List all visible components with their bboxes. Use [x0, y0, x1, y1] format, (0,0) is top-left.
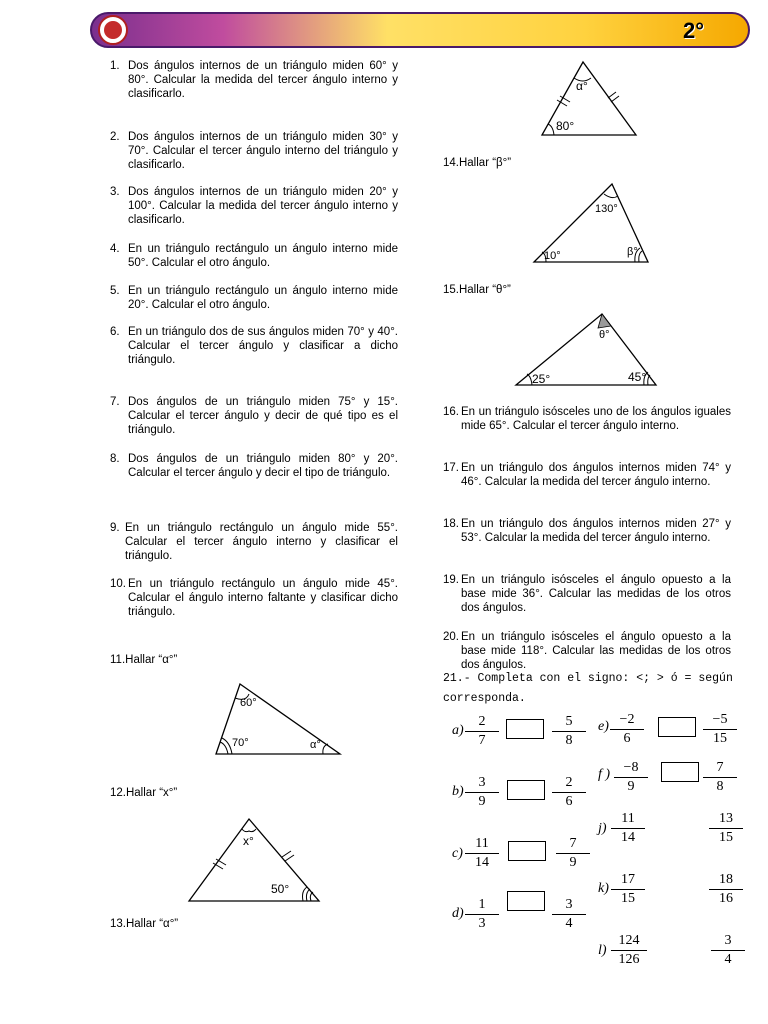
item-b-left-fraction: $\frac{3}{9}$ — [465, 775, 499, 810]
figure-13-triangle — [540, 60, 640, 138]
item-j-letter: j) — [598, 821, 607, 836]
item-k-left-fraction: $\frac{17}{15}$ — [611, 872, 645, 907]
item-d-letter: d) — [452, 906, 464, 921]
problem-13-label: 13.Hallar “α°” — [110, 918, 179, 930]
problem-6: 6. En un triángulo dos de sus ángulos miden 70° y 40°. Calcular el tercer ángulo y clasificar a dicho triángulo. — [110, 326, 398, 366]
figure-15-angle-b: 25° — [532, 372, 551, 386]
item-j-right-fraction: $\frac{13}{15}$ — [709, 811, 743, 846]
item-b-answer-box[interactable] — [507, 780, 545, 800]
problem-9: 9. En un triángulo rectángulo un ángulo mide 55°. Calcular el tercer ángulo interno y clasificar el triángulo. — [110, 522, 398, 562]
figure-14-angle-beta: β° — [627, 246, 638, 258]
figure-14-angle-b: 10° — [544, 250, 561, 262]
problem-17: 17. En un triángulo dos ángulos internos miden 74° y 46°. Calcular la medida del tercer ángulo interno. — [443, 462, 731, 488]
exercise-21-instruction: 21.- Completa con el signo: <; > ó = según — [443, 672, 733, 685]
item-d-left-fraction: $\frac{1}{3}$ — [465, 897, 499, 932]
figure-12-triangle — [185, 815, 325, 905]
problem-18: 18. En un triángulo dos ángulos internos miden 27° y 53°. Calcular la medida del tercer ángulo interno. — [443, 518, 731, 544]
problem-19: 19. En un triángulo isósceles el ángulo opuesto a la base mide 36°. Calcular las medidas de los otros dos ángulos. — [443, 574, 731, 614]
item-e-answer-box[interactable] — [658, 717, 696, 737]
school-logo — [98, 15, 128, 45]
item-a-right-fraction: $\frac{5}{8}$ — [552, 714, 586, 749]
figure-15-triangle — [514, 312, 660, 388]
figure-13-angle-alpha: α° — [576, 79, 588, 93]
item-f-letter: f ) — [598, 767, 611, 782]
header-banner — [90, 12, 750, 48]
figure-12-angle-x: x° — [243, 834, 254, 848]
item-d-answer-box[interactable] — [507, 891, 545, 911]
item-k-letter: k) — [598, 881, 609, 896]
item-f-left-fraction: $\frac{-8}{9}$ — [614, 760, 648, 795]
figure-13-angle-b: 80° — [556, 119, 575, 133]
item-c-answer-box[interactable] — [508, 841, 546, 861]
item-b-right-fraction: $\frac{2}{6}$ — [552, 775, 586, 810]
figure-14-triangle — [532, 182, 652, 264]
item-j-left-fraction: $\frac{11}{14}$ — [611, 811, 645, 846]
figure-11-angle-a: 60° — [240, 697, 257, 709]
problem-14-label: 14.Hallar “β°” — [443, 157, 512, 169]
item-e-letter: e) — [598, 719, 609, 734]
figure-11-triangle — [210, 680, 350, 760]
item-k-right-fraction: $\frac{18}{16}$ — [709, 872, 743, 907]
figure-15-angle-c: 45° — [628, 370, 647, 384]
problem-2: 2. Dos ángulos internos de un triángulo miden 30° y 70°. Calcular el tercer ángulo interno del triángulo y clasificarlo. — [110, 131, 398, 171]
figure-11-angle-c: α° — [310, 739, 321, 751]
problem-11-label: 11.Hallar “α°” — [110, 654, 178, 666]
item-l-left-fraction: $\frac{124}{126}$ — [611, 933, 647, 968]
problem-12-label: 12.Hallar “x°” — [110, 787, 178, 799]
figure-15-angle-theta: θ° — [599, 329, 610, 341]
item-f-answer-box[interactable] — [661, 762, 699, 782]
item-a-left-fraction: $\frac{2}{7}$ — [465, 714, 499, 749]
item-f-right-fraction: $\frac{7}{8}$ — [703, 760, 737, 795]
problem-1: 1. Dos ángulos internos de un triángulo miden 60° y 80°. Calcular la medida del tercer ángulo interno y clasificarlo. — [110, 60, 398, 100]
problem-8: 8. Dos ángulos de un triángulo miden 80° y 20°. Calcular el tercer ángulo y decir el tipo de triángulo. — [110, 453, 398, 479]
problem-5: 5. En un triángulo rectángulo un ángulo interno mide 20°. Calcular el otro ángulo. — [110, 285, 398, 311]
problem-10: 10. En un triángulo rectángulo un ángulo mide 45°. Calcular el ángulo interno faltante y clasificar dicho triángulo. — [110, 578, 398, 618]
problem-16: 16. En un triángulo isósceles uno de los ángulos iguales mide 65°. Calcular el tercer ángulo interno. — [443, 406, 731, 432]
item-b-letter: b) — [452, 784, 464, 799]
item-c-letter: c) — [452, 846, 463, 861]
problem-7: 7. Dos ángulos de un triángulo miden 75° y 15°. Calcular el tercer ángulo y decir de qué tipo es el triángulo. — [110, 396, 398, 436]
figure-12-angle-b: 50° — [271, 882, 290, 896]
item-l-letter: l) — [598, 943, 607, 958]
grade-label: 2° — [682, 18, 704, 43]
item-a-letter: a) — [452, 723, 464, 738]
problem-20: 20. En un triángulo isósceles el ángulo opuesto a la base mide 118°. Calcular las medidas de los otros dos ángulos. — [443, 631, 731, 671]
exercise-21-instruction-2: corresponda. — [443, 692, 526, 705]
problem-4: 4. En un triángulo rectángulo un ángulo interno mide 50°. Calcular el otro ángulo. — [110, 243, 398, 269]
figure-14-angle-a: 130° — [595, 203, 618, 215]
item-e-left-fraction: $\frac{-2}{6}$ — [610, 712, 644, 747]
item-a-answer-box[interactable] — [506, 719, 544, 739]
item-l-right-fraction: $\frac{3}{4}$ — [711, 933, 745, 968]
problem-3: 3. Dos ángulos internos de un triángulo miden 20° y 100°. Calcular la medida del tercer ángulo interno y clasificarlo. — [110, 186, 398, 226]
figure-11-angle-b: 70° — [232, 737, 249, 749]
item-c-right-fraction: $\frac{7}{9}$ — [556, 836, 590, 871]
problem-15-label: 15.Hallar “θ°” — [443, 284, 511, 296]
item-d-right-fraction: $\frac{3}{4}$ — [552, 897, 586, 932]
item-c-left-fraction: $\frac{11}{14}$ — [465, 836, 499, 871]
item-e-right-fraction: $\frac{-5}{15}$ — [703, 712, 737, 747]
